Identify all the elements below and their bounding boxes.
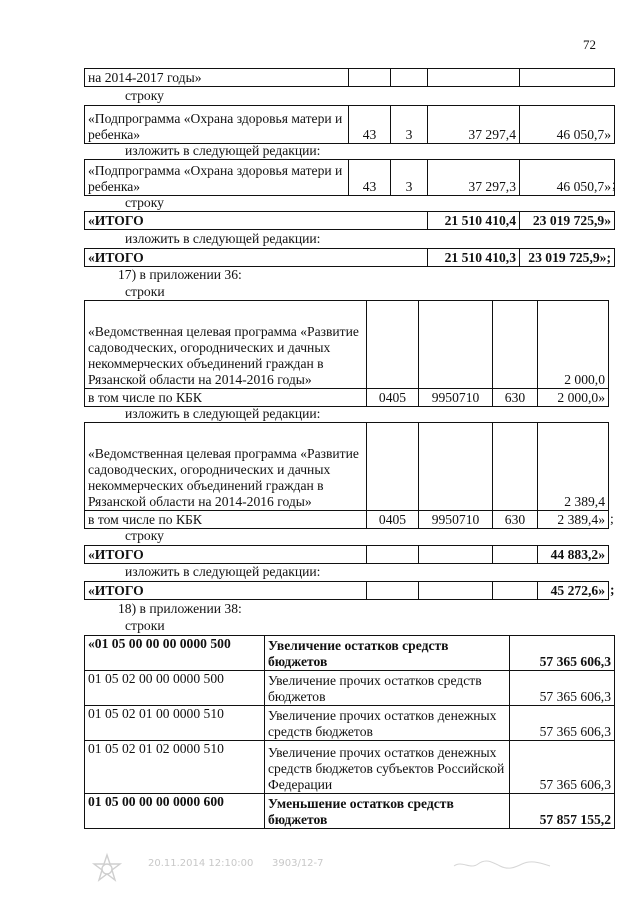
cell-value: 37 297,4	[428, 106, 520, 144]
cell-value: 21 510 410,3	[428, 249, 520, 267]
cell-program-name: «Ведомственная целевая программа «Развитие садоводческих, огороднических и дачных некоммерческих объединений граждан в Рязанской области на 2014-2016 годы»	[85, 301, 367, 389]
cell-value: 57 365 606,3	[510, 671, 615, 706]
program-table-new	[84, 422, 609, 529]
cell-value: 45 272,6»	[538, 582, 609, 600]
footer-signature	[452, 856, 552, 872]
cell-code: 01 05 02 01 00 0000 510	[85, 706, 265, 741]
table-row	[85, 706, 615, 741]
subprogram-table-old	[84, 105, 615, 144]
cell-value: 46 050,7»	[520, 106, 615, 144]
cell-code: 43	[349, 106, 391, 144]
cell-name: Увеличение остатков средств бюджетов	[265, 636, 510, 671]
table-row	[85, 741, 615, 794]
cell-value: 57 365 606,3	[510, 636, 615, 671]
cell-code: 43	[349, 160, 391, 196]
cell-code: 01 05 00 00 00 0000 600	[85, 794, 265, 829]
cell-total-label: «ИТОГО	[85, 212, 428, 230]
cell-value: 46 050,7»	[520, 160, 615, 196]
cell-kbk-label: в том числе по КБК	[85, 389, 367, 407]
paragraph-18: 18) в приложении 38:	[118, 601, 242, 616]
cell-text: на 2014-2017 годы»	[85, 69, 349, 87]
cell-code: 3	[391, 106, 428, 144]
table-row	[85, 794, 615, 829]
cell-value: 57 365 606,3	[510, 741, 615, 794]
cell-code: 0405	[367, 389, 419, 407]
cell-text: «Подпрограмма «Охрана здоровья матери и ребенка»	[85, 106, 349, 144]
cell-value: 23 019 725,9»	[520, 212, 615, 230]
seal-stamp-icon	[90, 852, 124, 886]
paragraph-17: 17) в приложении 36:	[118, 267, 242, 282]
instruction-row: строку	[125, 195, 164, 210]
cell-name: Увеличение прочих остатков денежных средств бюджетов	[265, 706, 510, 741]
cell-code: 01 05 02 00 00 0000 500	[85, 671, 265, 706]
cell-name: Увеличение прочих остатков денежных средств бюджетов субъектов Российской Федерации	[265, 741, 510, 794]
page-number: 72	[583, 37, 596, 52]
cell-value: 44 883,2»	[538, 546, 609, 564]
cell-text: «Подпрограмма «Охрана здоровья матери и ребенка»	[85, 160, 349, 196]
cell-code: 9950710	[419, 389, 493, 407]
instruction-rows: строки	[125, 284, 165, 299]
footer-doc-id: 3903/12-7	[272, 858, 324, 869]
total-table-new	[84, 248, 615, 267]
cell-total-label: «ИТОГО	[85, 582, 367, 600]
cell-value: 2 389,4	[538, 423, 609, 511]
subprogram-table-tail	[84, 68, 615, 87]
instruction-edit: изложить в следующей редакции:	[125, 564, 321, 579]
table-row	[85, 636, 615, 671]
cell-code: 3	[391, 160, 428, 196]
cell-code: 9950710	[419, 511, 493, 529]
cell-value: 2 000,0»	[538, 389, 609, 407]
instruction-row: строку	[125, 528, 164, 543]
cell-value: 23 019 725,9»;	[520, 249, 615, 267]
cell-value: 21 510 410,4	[428, 212, 520, 230]
cell-name: Уменьшение остатков средств бюджетов	[265, 794, 510, 829]
cell-value: 37 297,3	[428, 160, 520, 196]
cell-program-name: «Ведомственная целевая программа «Развитие садоводческих, огороднических и дачных некоммерческих объединений граждан в Рязанской области на 2014-2016 годы»	[85, 423, 367, 511]
trailing-semicolon: ;	[610, 582, 615, 597]
cell-value: 57 857 155,2	[510, 794, 615, 829]
cell-code: 01 05 02 01 02 0000 510	[85, 741, 265, 794]
cell-code: 630	[493, 511, 538, 529]
program-table-old	[84, 300, 609, 407]
program-total-old	[84, 545, 609, 564]
cell-code: 0405	[367, 511, 419, 529]
cell-name: Увеличение прочих остатков средств бюджетов	[265, 671, 510, 706]
cell-value: 57 365 606,3	[510, 706, 615, 741]
trailing-semicolon: ;	[612, 177, 616, 192]
instruction-edit: изложить в следующей редакции:	[125, 143, 321, 158]
total-table-old	[84, 211, 615, 230]
table-row	[85, 671, 615, 706]
subprogram-table-new	[84, 159, 615, 196]
cell-value: 2 000,0	[538, 301, 609, 389]
footer-timestamp: 20.11.2014 12:10:00	[148, 858, 254, 869]
financing-table	[84, 635, 615, 829]
cell-total-label: «ИТОГО	[85, 546, 367, 564]
cell-kbk-label: в том числе по КБК	[85, 511, 367, 529]
instruction-rows: строки	[125, 618, 165, 633]
program-total-new	[84, 581, 609, 600]
trailing-semicolon: ;	[610, 511, 614, 526]
instruction-edit: изложить в следующей редакции:	[125, 231, 321, 246]
cell-code: «01 05 00 00 00 0000 500	[85, 636, 265, 671]
cell-value: 2 389,4»	[538, 511, 609, 529]
cell-total-label: «ИТОГО	[85, 249, 428, 267]
cell-code: 630	[493, 389, 538, 407]
instruction-edit: изложить в следующей редакции:	[125, 406, 321, 421]
instruction-row: строку	[125, 88, 164, 103]
